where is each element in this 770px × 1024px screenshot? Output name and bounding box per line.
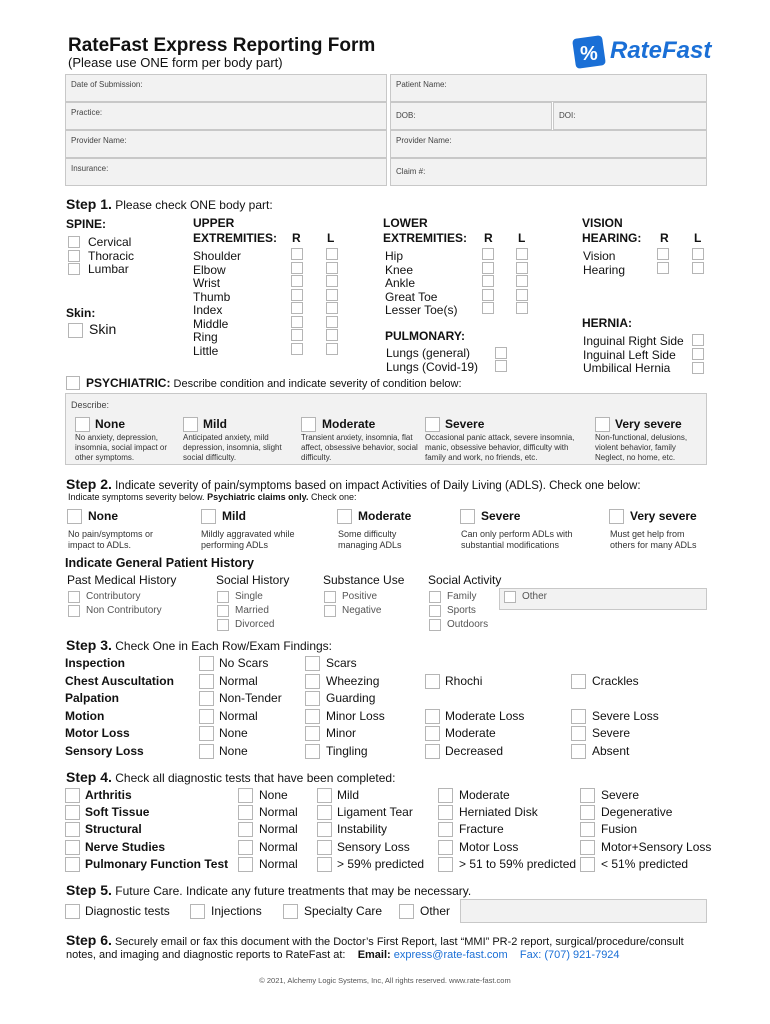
psych-sev-label: Mild [203, 417, 227, 431]
step3-option-label: Rhochi [445, 673, 483, 688]
lower-r-checkbox[interactable] [482, 275, 494, 287]
upper-l-checkbox[interactable] [326, 262, 338, 274]
step4-option-checkbox[interactable] [238, 857, 253, 872]
vision-option: Vision [583, 249, 616, 263]
spine-checkbox[interactable] [68, 263, 80, 275]
upper-option: Middle [193, 317, 229, 331]
vision-r-checkbox[interactable] [657, 248, 669, 260]
pulmonary-checkbox[interactable] [495, 360, 507, 372]
lower-r-checkbox[interactable] [482, 302, 494, 314]
upper-option: Elbow [193, 263, 226, 277]
step3-option-checkbox[interactable] [425, 726, 440, 741]
social-activity-option: Outdoors [447, 619, 489, 630]
step4-option-label: > 51 to 59% predicted [459, 856, 577, 871]
step4-option-checkbox[interactable] [238, 822, 253, 837]
step4-row-checkbox[interactable] [65, 857, 80, 872]
vision-l-checkbox[interactable] [692, 262, 704, 274]
step4-option-checkbox[interactable] [580, 840, 595, 855]
step3-option-label: Scars [326, 656, 357, 670]
step3-option-checkbox[interactable] [571, 744, 586, 759]
step3-option-checkbox[interactable] [305, 656, 320, 671]
step3-option-label: Crackles [592, 673, 639, 688]
step3-option-label: Decreased [445, 743, 504, 758]
step3-option-label: Severe [592, 726, 631, 740]
social-activity-heading: Social Activity [428, 573, 502, 587]
step3-option-checkbox[interactable] [199, 691, 214, 706]
step3-option-label: Guarding [326, 691, 376, 705]
step4-option-checkbox[interactable] [238, 840, 253, 855]
hernia-option: Inguinal Left Side [583, 348, 676, 362]
step4-row-label: Pulmonary Function Test [85, 856, 229, 871]
future-care-checkbox[interactable] [190, 904, 205, 919]
step3-option-checkbox[interactable] [305, 726, 320, 741]
future-care-other-field[interactable] [460, 899, 707, 923]
hernia-option: Umbilical Hernia [583, 361, 671, 375]
vision-l-label: L [694, 231, 702, 245]
psych-sev-checkbox[interactable] [183, 417, 198, 432]
step3-option-checkbox[interactable] [425, 709, 440, 724]
lower-r-label: R [484, 231, 493, 245]
adl-sev-label: Very severe [630, 509, 697, 523]
spine-option: Thoracic [88, 249, 135, 263]
upper-r-checkbox[interactable] [291, 316, 303, 328]
skin-option: Skin [89, 321, 117, 337]
logo-text: RateFast [610, 37, 712, 64]
step4-row-checkbox[interactable] [65, 788, 80, 803]
step4-row-checkbox[interactable] [65, 805, 80, 820]
upper-l-checkbox[interactable] [326, 302, 338, 314]
step3-option-checkbox[interactable] [305, 744, 320, 759]
upper-r-checkbox[interactable] [291, 329, 303, 341]
social-activity-other-label: Other [522, 591, 548, 602]
social-history-option: Married [235, 605, 269, 616]
step4-option-checkbox[interactable] [238, 788, 253, 803]
adl-sev-checkbox[interactable] [67, 509, 82, 524]
hernia-heading: HERNIA: [582, 316, 632, 330]
dob-field[interactable]: DOB: [390, 102, 552, 130]
adl-sev-label: Moderate [358, 509, 412, 523]
step3-option-checkbox[interactable] [571, 726, 586, 741]
psych-sev-label: Moderate [322, 417, 376, 431]
form-subtitle: (Please use ONE form per body part) [68, 55, 283, 70]
social-history-option: Single [235, 591, 263, 602]
step4-option-label: > 59% predicted [337, 856, 425, 871]
step4-heading: Step 4. Check all diagnostic tests that have been completed: [66, 769, 396, 785]
step3-option-checkbox[interactable] [305, 674, 320, 689]
step4-option-checkbox[interactable] [317, 840, 332, 855]
step3-option-checkbox[interactable] [199, 674, 214, 689]
upper-r-checkbox[interactable] [291, 262, 303, 274]
lower-l-checkbox[interactable] [516, 289, 528, 301]
psych-sev-checkbox[interactable] [301, 417, 316, 432]
step3-option-checkbox[interactable] [425, 744, 440, 759]
upper-option: Ring [193, 330, 218, 344]
adl-sev-label: Severe [481, 509, 521, 523]
step3-option-label: Normal [219, 673, 258, 688]
step6-text-2: notes, and imaging and diagnostic reports to RateFast at: Email: express@rate-fast.com Fax: (707) 921-7924 [66, 949, 620, 961]
social-activity-other-checkbox[interactable] [504, 591, 516, 603]
psych-sev-desc: Non-functional, delusions, violent behavior, family Neglect, no home, etc. [595, 433, 688, 462]
step6-text: Step 6. Securely email or fax this document with the Doctor’s First Report, last “MMI” PR-2 report, surgical/procedure/consult [66, 932, 684, 948]
step4-row-label: Arthritis [85, 788, 132, 802]
step4-option-checkbox[interactable] [438, 805, 453, 820]
upper-option: Little [193, 344, 219, 358]
doi-field[interactable]: DOI: [553, 102, 707, 130]
step3-option-label: Absent [592, 743, 630, 758]
step3-option-checkbox[interactable] [305, 709, 320, 724]
pulmonary-option: Lungs (general) [386, 346, 471, 360]
step4-option-label: Motor+Sensory Loss [601, 839, 712, 854]
step3-option-label: Normal [219, 708, 258, 723]
step4-option-label: Normal [259, 822, 298, 837]
lower-option: Ankle [385, 276, 416, 290]
step5-heading: Step 5. Future Care. Indicate any future treatments that may be necessary. [66, 882, 472, 898]
step4-option-label: Ligament Tear [337, 805, 413, 820]
social-activity-option: Family [447, 591, 477, 602]
step4-option-label: Sensory Loss [337, 839, 410, 854]
pmh-option: Non Contributory [86, 605, 162, 616]
pulmonary-heading: PULMONARY: [385, 329, 465, 343]
lower-l-label: L [518, 231, 526, 245]
step3-option-label: Non-Tender [219, 691, 282, 705]
adl-sev-label: None [88, 509, 118, 523]
social-activity-checkbox[interactable] [429, 605, 441, 617]
step3-row-label: Chest Auscultation [65, 673, 174, 688]
insurance-field[interactable]: Insurance: [65, 158, 387, 186]
social-history-checkbox[interactable] [217, 605, 229, 617]
step4-option-label: Fracture [459, 822, 504, 837]
future-care-option: Other [420, 904, 451, 918]
step4-option-label: Degenerative [601, 805, 673, 820]
upper-option: Index [193, 303, 223, 317]
social-activity-option: Sports [447, 605, 476, 616]
upper-r-checkbox[interactable] [291, 289, 303, 301]
step4-option-label: Normal [259, 839, 298, 854]
psych-sev-desc: Anticipated anxiety, mild depression, insomnia, slight social difficulty. [183, 433, 282, 462]
skin-heading: Skin: [66, 306, 96, 320]
substance-use-heading: Substance Use [323, 573, 405, 587]
lower-l-checkbox[interactable] [516, 302, 528, 314]
step4-option-checkbox[interactable] [317, 788, 332, 803]
step3-option-checkbox[interactable] [199, 744, 214, 759]
hernia-checkbox[interactable] [692, 362, 704, 374]
upper-r-checkbox[interactable] [291, 302, 303, 314]
social-history-checkbox[interactable] [217, 591, 229, 603]
spine-checkbox[interactable] [68, 236, 80, 248]
hernia-checkbox[interactable] [692, 334, 704, 346]
adl-sev-checkbox[interactable] [201, 509, 216, 524]
substance-use-option: Negative [342, 605, 382, 616]
step3-option-label: Wheezing [326, 673, 380, 688]
upper-heading: UPPER EXTREMITIES: [193, 216, 278, 245]
step4-option-checkbox[interactable] [238, 805, 253, 820]
social-activity-checkbox[interactable] [429, 591, 441, 603]
step4-option-checkbox[interactable] [438, 788, 453, 803]
step3-row-label: Sensory Loss [65, 743, 144, 758]
upper-r-checkbox[interactable] [291, 275, 303, 287]
fax-number: Fax: (707) 921-7924 [519, 949, 620, 961]
lower-heading: LOWER EXTREMITIES: [383, 216, 468, 245]
step4-option-checkbox[interactable] [438, 822, 453, 837]
lower-r-checkbox[interactable] [482, 289, 494, 301]
step4-option-label: Mild [337, 788, 360, 802]
step4-option-checkbox[interactable] [317, 857, 332, 872]
upper-r-checkbox[interactable] [291, 248, 303, 260]
step3-option-checkbox[interactable] [571, 709, 586, 724]
pmh-heading: Past Medical History [67, 573, 177, 587]
step4-option-label: Normal [259, 856, 298, 871]
upper-l-checkbox[interactable] [326, 248, 338, 260]
step3-option-label: Tingling [326, 743, 368, 758]
pulmonary-checkbox[interactable] [495, 347, 507, 359]
step4-option-checkbox[interactable] [438, 857, 453, 872]
step4-option-checkbox[interactable] [317, 822, 332, 837]
step4-option-checkbox[interactable] [438, 840, 453, 855]
pmh-checkbox[interactable] [68, 591, 80, 603]
step1-heading: Step 1. Please check ONE body part: [66, 196, 273, 212]
psych-sev-desc: No anxiety, depression, insomnia, social impact or other symptoms. [75, 433, 168, 462]
pulmonary-option: Lungs (Covid-19) [386, 360, 479, 374]
spine-option: Lumbar [88, 262, 129, 276]
adl-sev-desc: Some difficulty managing ADLs [338, 529, 402, 550]
upper-l-label: L [327, 231, 335, 245]
step4-option-checkbox[interactable] [580, 805, 595, 820]
step4-option-label: Motor Loss [459, 839, 519, 854]
step4-option-checkbox[interactable] [580, 788, 595, 803]
lower-option: Hip [385, 249, 404, 263]
step3-option-checkbox[interactable] [199, 656, 214, 671]
step4-row-checkbox[interactable] [65, 840, 80, 855]
vision-r-label: R [660, 231, 669, 245]
upper-l-checkbox[interactable] [326, 316, 338, 328]
vision-r-checkbox[interactable] [657, 262, 669, 274]
psych-sev-desc: Occasional panic attack, severe insomnia, manic, obsessive behavior, difficulty with family and work, no friends, etc. [425, 433, 575, 462]
email-label: Email: [357, 949, 391, 961]
step4-row-label: Nerve Studies [85, 839, 166, 854]
adl-sev-label: Mild [222, 509, 246, 523]
step3-option-label: Moderate [445, 726, 496, 740]
vision-option: Hearing [583, 263, 626, 277]
adl-sev-checkbox[interactable] [337, 509, 352, 524]
form-title: RateFast Express Reporting Form [68, 35, 376, 56]
lower-l-checkbox[interactable] [516, 275, 528, 287]
social-activity-checkbox[interactable] [429, 619, 441, 631]
step3-row-label: Inspection [65, 656, 126, 670]
social-history-option: Divorced [235, 619, 275, 630]
step3-row-label: Motor Loss [65, 726, 130, 740]
step4-option-checkbox[interactable] [580, 822, 595, 837]
skin-checkbox[interactable] [68, 323, 83, 338]
lower-option: Knee [385, 263, 414, 277]
psych-sev-checkbox[interactable] [75, 417, 90, 432]
step4-option-label: < 51% predicted [601, 856, 689, 871]
step4-row-label: Structural [85, 822, 142, 837]
psychiatric-describe-box[interactable]: Describe: [65, 393, 707, 465]
step4-option-label: Herniated Disk [459, 805, 538, 820]
history-title: Indicate General Patient History [65, 556, 254, 570]
future-care-option: Diagnostic tests [85, 904, 170, 918]
email-link[interactable]: express@rate-fast.com [393, 949, 508, 961]
logo-mark-icon [572, 35, 606, 69]
step4-option-label: None [259, 788, 288, 802]
step4-option-checkbox[interactable] [580, 857, 595, 872]
adl-sev-desc: Mildly aggravated while performing ADLs [201, 529, 295, 550]
step3-option-label: No Scars [219, 656, 269, 670]
psychiatric-label: PSYCHIATRIC: Describe condition and indicate severity of condition below: [86, 376, 462, 390]
step3-option-label: Severe Loss [592, 708, 659, 723]
provider-name-right-field[interactable]: Provider Name: [390, 130, 707, 158]
step3-option-checkbox[interactable] [571, 674, 586, 689]
future-care-option: Injections [211, 904, 262, 918]
future-care-option: Specialty Care [304, 904, 383, 918]
adl-sev-checkbox[interactable] [609, 509, 624, 524]
upper-option: Thumb [193, 290, 231, 304]
lower-r-checkbox[interactable] [482, 248, 494, 260]
step3-heading: Step 3. Check One in Each Row/Exam Findings: [66, 637, 333, 653]
psych-sev-label: None [95, 417, 125, 431]
step3-row-label: Palpation [65, 691, 120, 705]
patient-name-field[interactable]: Patient Name: [390, 74, 707, 102]
upper-option: Shoulder [193, 249, 242, 263]
step3-option-label: None [219, 726, 248, 740]
pmh-option: Contributory [86, 591, 141, 602]
social-history-checkbox[interactable] [217, 619, 229, 631]
substance-use-checkbox[interactable] [324, 591, 336, 603]
upper-r-checkbox[interactable] [291, 343, 303, 355]
step4-option-checkbox[interactable] [317, 805, 332, 820]
lower-option: Lesser Toe(s) [385, 303, 458, 317]
future-care-checkbox[interactable] [283, 904, 298, 919]
practice-field[interactable]: Practice: [65, 102, 387, 130]
lower-l-checkbox[interactable] [516, 248, 528, 260]
step4-row-label: Soft Tissue [85, 805, 150, 820]
step4-option-label: Fusion [601, 822, 638, 837]
step3-option-checkbox[interactable] [199, 709, 214, 724]
lower-l-checkbox[interactable] [516, 262, 528, 274]
step3-option-label: Minor Loss [326, 708, 385, 723]
step4-option-label: Severe [601, 788, 640, 802]
step4-option-label: Moderate [459, 788, 510, 802]
upper-l-checkbox[interactable] [326, 289, 338, 301]
upper-l-checkbox[interactable] [326, 329, 338, 341]
claim-number-field[interactable]: Claim #: [390, 158, 707, 186]
step3-row-label: Motion [65, 708, 105, 723]
upper-l-checkbox[interactable] [326, 275, 338, 287]
upper-option: Wrist [193, 276, 221, 290]
step4-option-label: Normal [259, 805, 298, 820]
step2-heading: Step 2. Indicate severity of pain/symptoms based on impact Activities of Daily Living (ADLS). Check one below: [66, 476, 641, 492]
step4-row-checkbox[interactable] [65, 822, 80, 837]
substance-use-option: Positive [342, 591, 378, 602]
psych-sev-checkbox[interactable] [425, 417, 440, 432]
provider-name-left-field[interactable]: Provider Name: [65, 130, 387, 158]
adl-sev-desc: No pain/symptoms or impact to ADLs. [68, 529, 154, 550]
psychiatric-checkbox[interactable] [66, 376, 80, 390]
upper-r-label: R [292, 231, 301, 245]
psych-sev-desc: Transient anxiety, insomnia, flat affect, obsessive behavior, social difficulty. [301, 433, 418, 462]
lower-option: Great Toe [385, 290, 438, 304]
hernia-checkbox[interactable] [692, 348, 704, 360]
spine-checkbox[interactable] [68, 250, 80, 262]
adl-sev-checkbox[interactable] [460, 509, 475, 524]
ratefast-logo [572, 35, 712, 69]
step3-option-checkbox[interactable] [199, 726, 214, 741]
social-history-heading: Social History [216, 573, 290, 587]
pmh-checkbox[interactable] [68, 605, 80, 617]
step4-option-label: Instability [337, 822, 388, 837]
date-of-submission-field[interactable]: Date of Submission: [65, 74, 387, 102]
step3-option-label: Minor [326, 726, 357, 740]
step3-option-label: None [219, 743, 248, 758]
psych-sev-label: Very severe [615, 417, 682, 431]
vision-l-checkbox[interactable] [692, 248, 704, 260]
psych-sev-label: Severe [445, 417, 485, 431]
future-care-checkbox[interactable] [65, 904, 80, 919]
future-care-checkbox[interactable] [399, 904, 414, 919]
step2-subheading: Indicate symptoms severity below. Psychiatric claims only. Check one: [68, 492, 357, 502]
hernia-option: Inguinal Right Side [583, 334, 684, 348]
lower-r-checkbox[interactable] [482, 262, 494, 274]
psych-sev-checkbox[interactable] [595, 417, 610, 432]
adl-sev-desc: Must get help from others for many ADLs [610, 529, 697, 550]
upper-l-checkbox[interactable] [326, 343, 338, 355]
substance-use-checkbox[interactable] [324, 605, 336, 617]
spine-heading: SPINE: [66, 217, 107, 231]
adl-sev-desc: Can only perform ADLs with substantial modifications [461, 529, 573, 550]
footer-copyright: © 2021, Alchemy Logic Systems, Inc, All rights reserved. www.rate-fast.com [259, 976, 511, 985]
step3-option-label: Moderate Loss [445, 708, 525, 723]
vision-heading: VISION HEARING: [582, 216, 642, 245]
step3-option-checkbox[interactable] [305, 691, 320, 706]
spine-option: Cervical [88, 235, 132, 249]
svg-text:%: % [580, 43, 598, 65]
step3-option-checkbox[interactable] [425, 674, 440, 689]
